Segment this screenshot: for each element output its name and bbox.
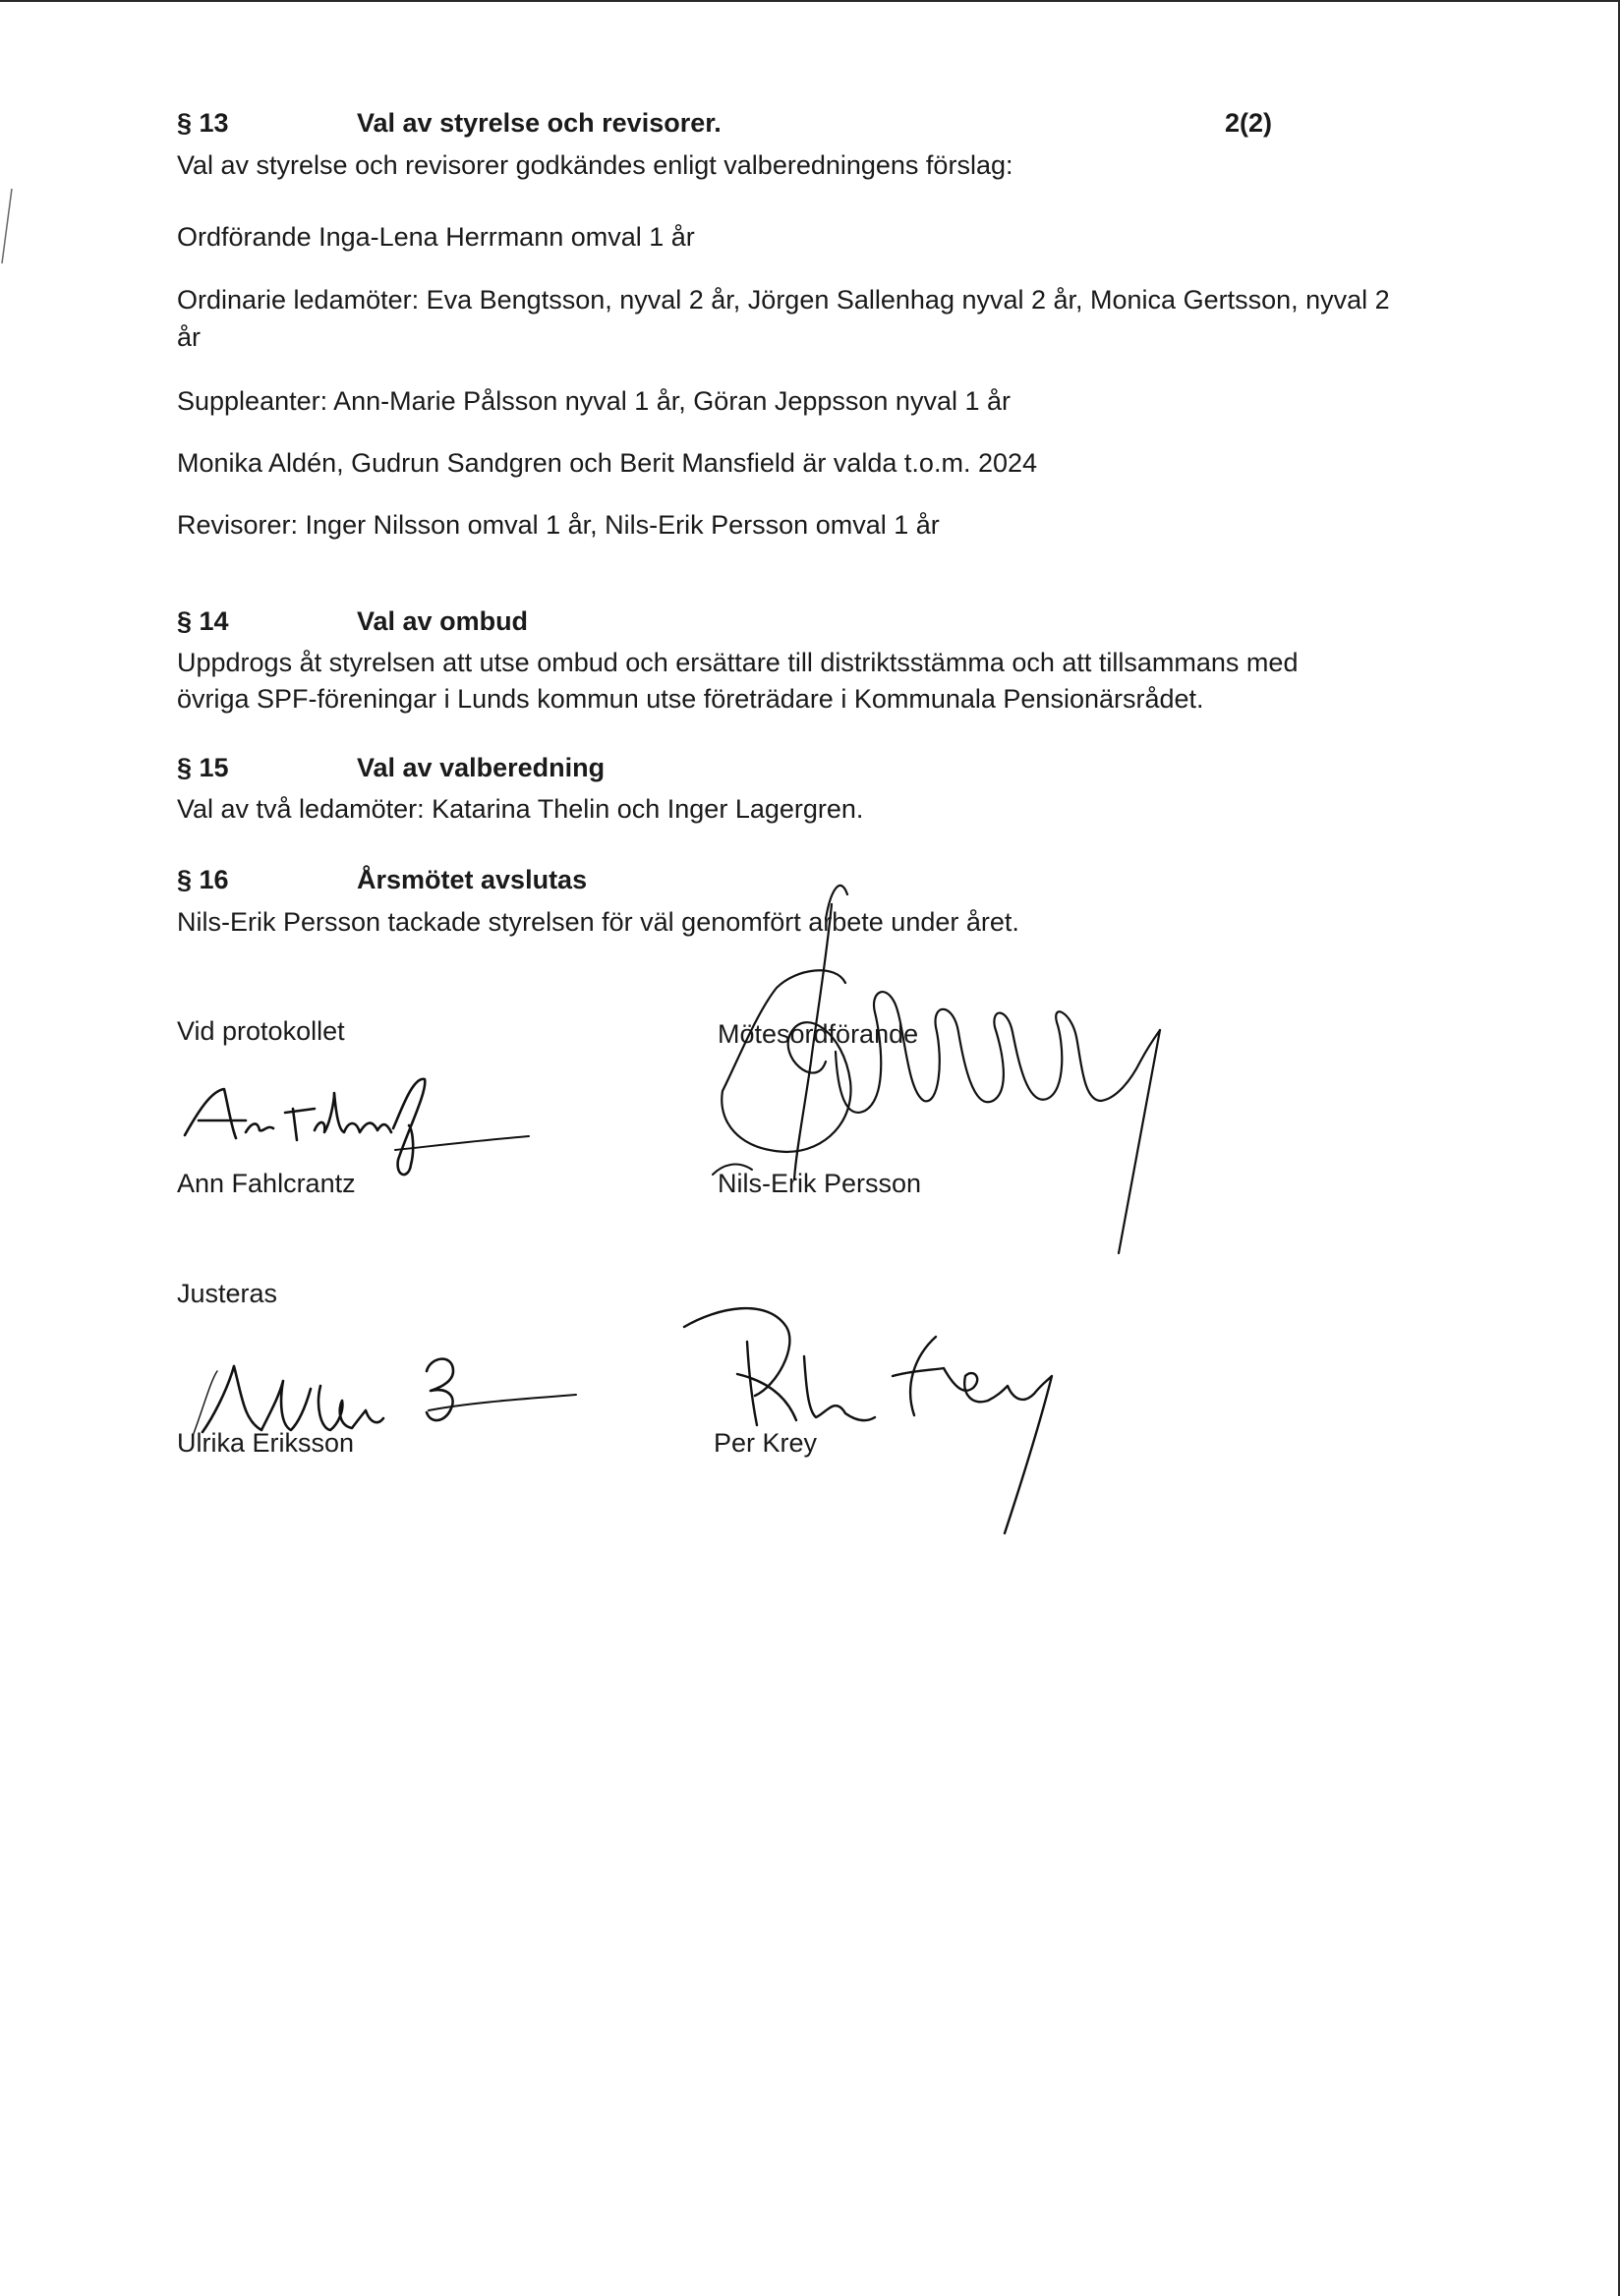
chair-label: Mötesordförande [718, 1019, 919, 1049]
page-number: 2(2) [1225, 108, 1273, 138]
section-14-text-2: övriga SPF-föreningar i Lunds kommun utse företrädare i Kommunala Pensionärsrådet. [177, 684, 1204, 714]
section-14-text-1: Uppdrogs åt styrelsen att utse ombud och ersättare till distriktsstämma och att tillsammans med [177, 648, 1299, 677]
section-13-number: § 13 [177, 108, 229, 138]
signature-per-krey [678, 1297, 1071, 1553]
scan-edge-mark [0, 187, 14, 265]
adjusters-label: Justeras [177, 1279, 278, 1308]
adjuster1-name: Ulrika Eriksson [177, 1428, 355, 1458]
section-15-text: Val av två ledamöter: Katarina Thelin och Inger Lagergren. [177, 794, 864, 824]
signature-nils-erik-persson [678, 865, 1150, 1278]
section-15-number: § 15 [177, 753, 229, 782]
board-members-line-cont: år [177, 322, 202, 352]
secretary-label: Vid protokollet [177, 1016, 345, 1046]
section-13-intro: Val av styrelse och revisorer godkändes enligt valberedningens förslag: [177, 150, 1013, 180]
signature-ulrika-eriksson [173, 1342, 596, 1450]
deputies-line: Suppleanter: Ann-Marie Pålsson nyval 1 år, Göran Jeppsson nyval 1 år [177, 386, 1011, 416]
chair-election-line: Ordförande Inga-Lena Herrmann omval 1 år [177, 222, 695, 252]
section-16-title: Årsmötet avslutas [357, 865, 588, 894]
auditors-line: Revisorer: Inger Nilsson omval 1 år, Nils-Erik Persson omval 1 år [177, 510, 940, 540]
secretary-name: Ann Fahlcrantz [177, 1169, 356, 1198]
adjuster2-name: Per Krey [714, 1428, 818, 1458]
section-16-number: § 16 [177, 865, 229, 894]
section-15-title: Val av valberedning [357, 753, 606, 782]
chair-name: Nils-Erik Persson [718, 1169, 922, 1198]
section-14-number: § 14 [177, 606, 229, 636]
remaining-members-line: Monika Aldén, Gudrun Sandgren och Berit Mansfield är valda t.o.m. 2024 [177, 448, 1038, 478]
signature-ann-fahlcrantz [177, 1071, 541, 1189]
section-16-text: Nils-Erik Persson tackade styrelsen för väl genomfört arbete under året. [177, 907, 1019, 937]
section-14-title: Val av ombud [357, 606, 529, 636]
section-13-title: Val av styrelse och revisorer. [357, 108, 722, 138]
board-members-line: Ordinarie ledamöter: Eva Bengtsson, nyval 2 år, Jörgen Sallenhag nyval 2 år, Monica Gertsson, nyval 2 [177, 285, 1390, 315]
